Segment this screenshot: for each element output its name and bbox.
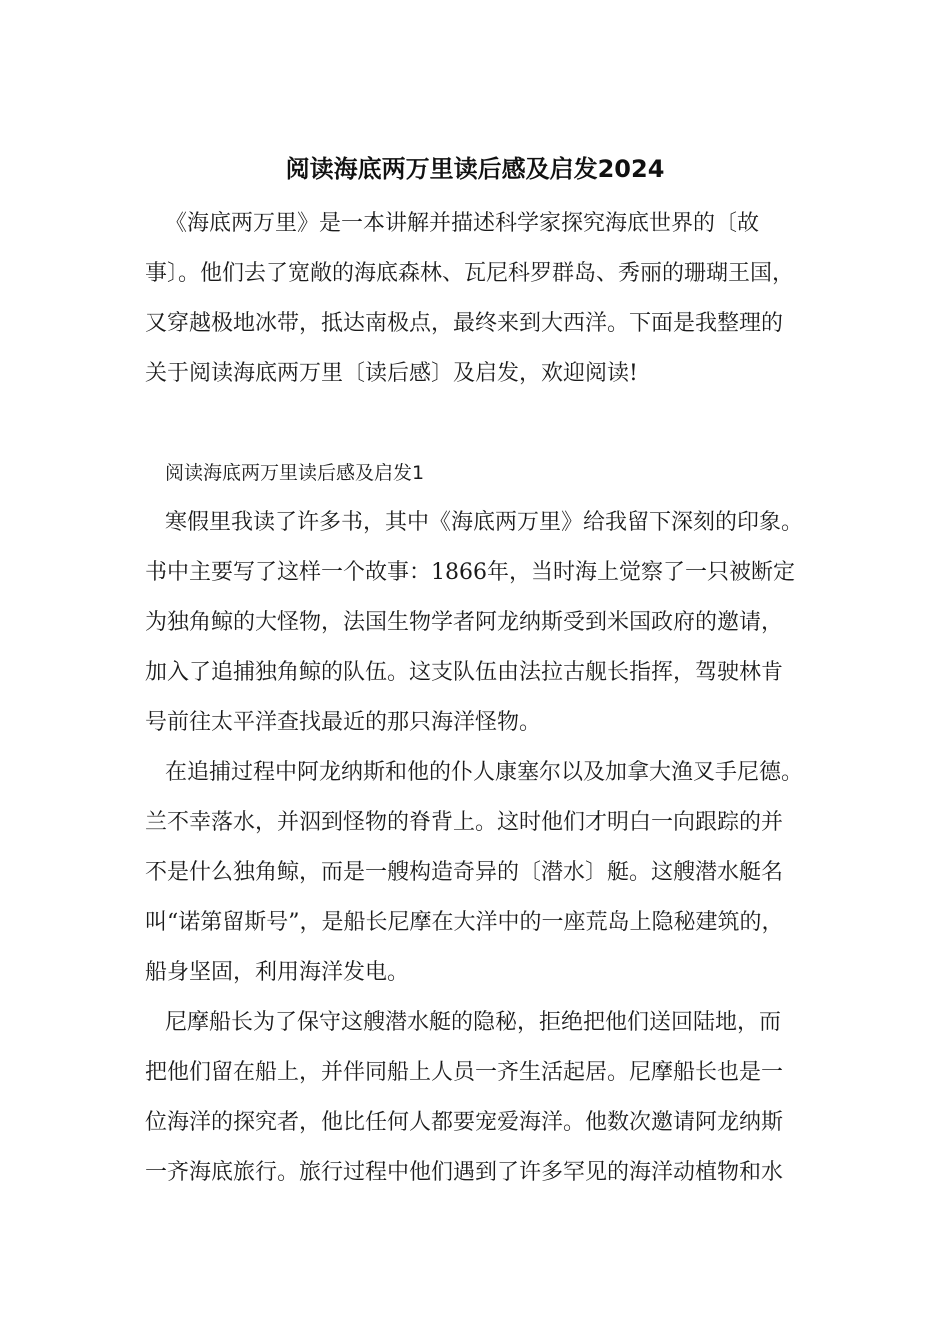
paragraph-1-line-2: 书中主要写了这样一个故事：1866年，当时海上觉察了一只被断定 xyxy=(145,560,795,585)
paragraph-3-line-4: 一齐海底旅行。旅行过程中他们遇到了许多罕见的海洋动植物和水 xyxy=(145,1160,784,1185)
intro-line-4: 关于阅读海底两万里〔读后感〕及启发，欢迎阅读! xyxy=(145,361,638,386)
paragraph-1-line-4: 加入了追捕独角鲸的队伍。这支队伍由法拉古舰长指挥，驾驶林肯 xyxy=(145,660,784,685)
section-heading: 阅读海底两万里读后感及启发1 xyxy=(165,462,425,484)
paragraph-1-line-1: 寒假里我读了许多书，其中《海底两万里》给我留下深刻的印象。 xyxy=(165,510,804,535)
paragraph-3-line-1: 尼摩船长为了保守这艘潜水艇的隐秘，拒绝把他们送回陆地，而 xyxy=(165,1010,782,1035)
paragraph-2-line-3: 不是什么独角鲸，而是一艘构造奇异的〔潜水〕艇。这艘潜水艇名 xyxy=(145,860,784,885)
intro-line-3: 又穿越极地冰带，抵达南极点，最终来到大西洋。下面是我整理的 xyxy=(145,311,784,336)
paragraph-2-line-5: 船身坚固，利用海洋发电。 xyxy=(145,960,410,985)
document-title: 阅读海底两万里读后感及启发2024 xyxy=(285,155,665,183)
intro-line-1: 《海底两万里》是一本讲解并描述科学家探究海底世界的〔故 xyxy=(165,211,760,236)
paragraph-2-line-4: 叫“诺第留斯号”，是船长尼摩在大洋中的一座荒岛上隐秘建筑的， xyxy=(145,910,784,935)
paragraph-2-line-2: 兰不幸落水，并泅到怪物的脊背上。这时他们才明白一向跟踪的并 xyxy=(145,810,784,835)
intro-line-2: 事〕。他们去了宽敞的海底森林、瓦尼科罗群岛、秀丽的珊瑚王国， xyxy=(145,261,795,286)
paragraph-3-line-2: 把他们留在船上，并伴同船上人员一齐生活起居。尼摩船长也是一 xyxy=(145,1060,784,1085)
paragraph-1-line-3: 为独角鲸的大怪物，法国生物学者阿龙纳斯受到米国政府的邀请， xyxy=(145,610,784,635)
paragraph-2-line-1: 在追捕过程中阿龙纳斯和他的仆人康塞尔以及加拿大渔叉手尼德。 xyxy=(165,760,804,785)
paragraph-1-line-5: 号前往太平洋查找最近的那只海洋怪物。 xyxy=(145,710,542,735)
paragraph-3-line-3: 位海洋的探究者，他比任何人都要宠爱海洋。他数次邀请阿龙纳斯 xyxy=(145,1110,784,1135)
